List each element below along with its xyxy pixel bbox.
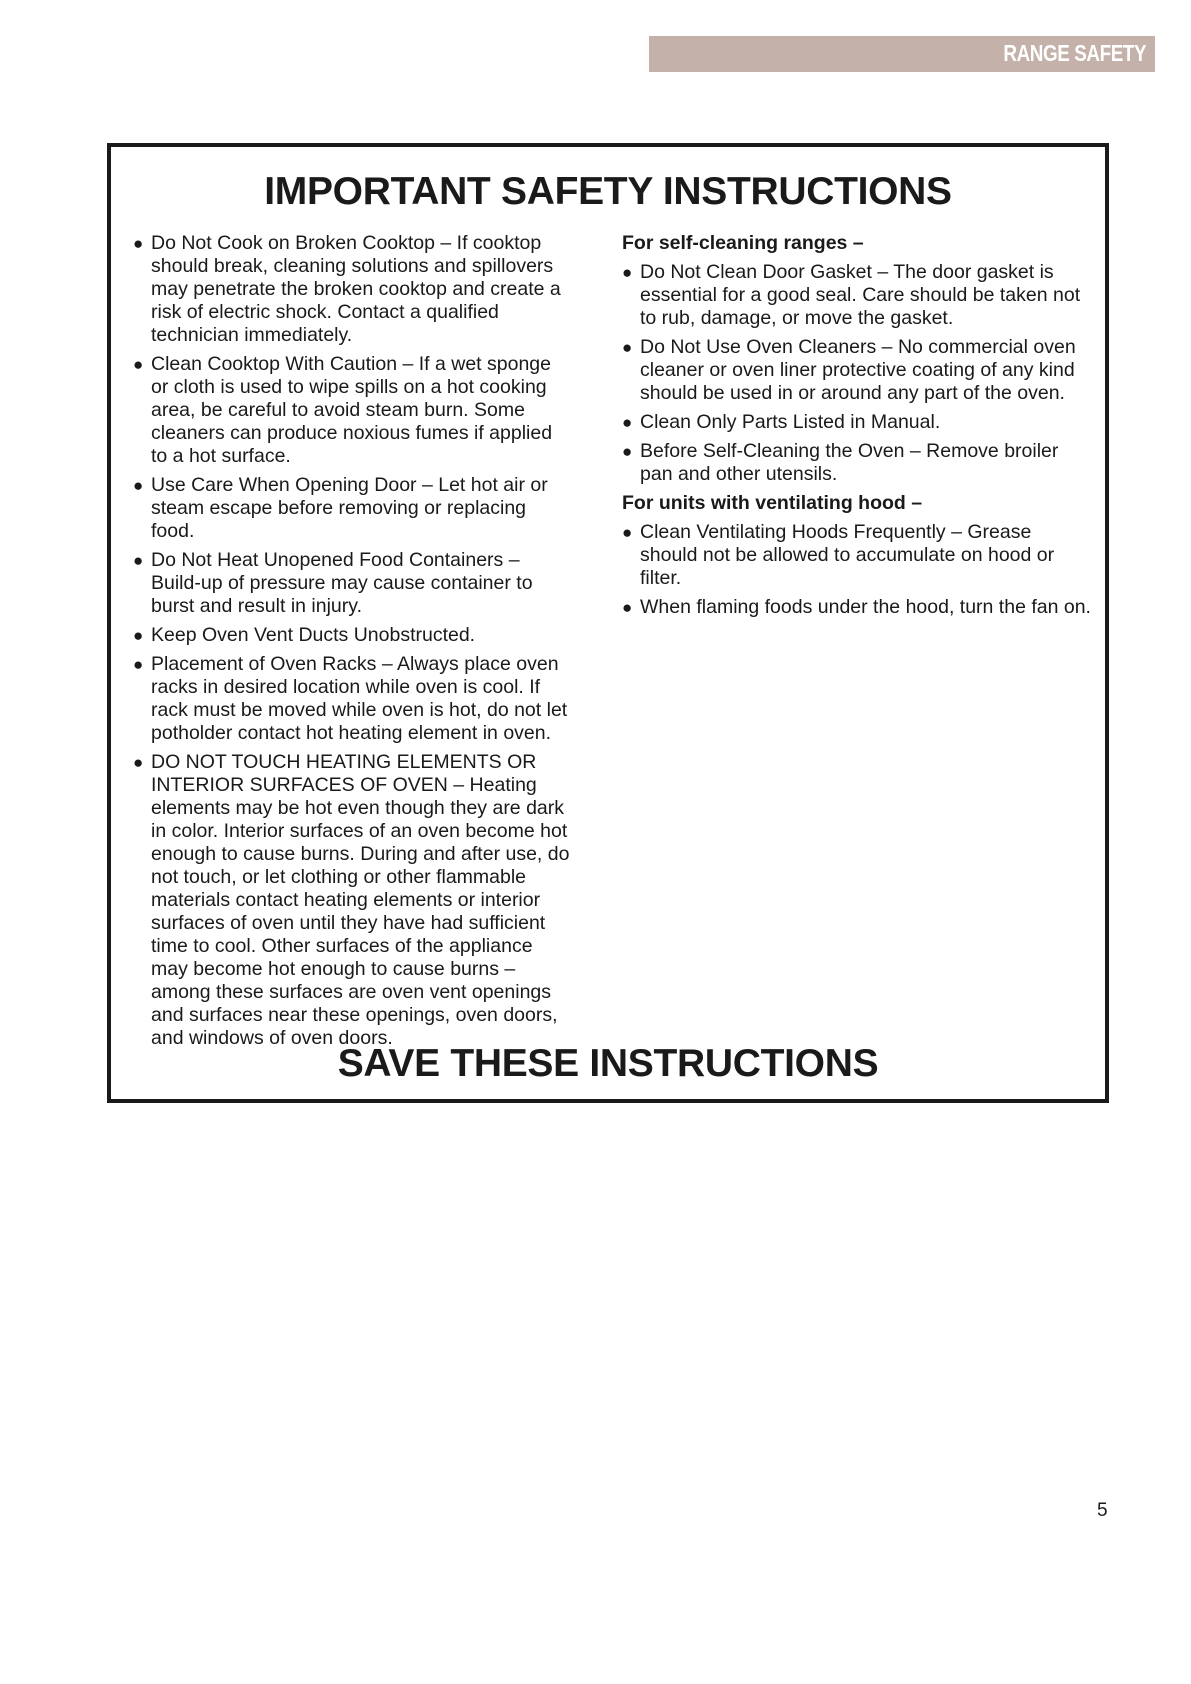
- page-title: IMPORTANT SAFETY INSTRUCTIONS: [264, 170, 952, 213]
- list-item: [133, 232, 573, 347]
- list-item-text: Do Not Use Oven Cleaners – No commercial oven cleaner or oven liner protective coating of any kind should be used in or around any part of the oven.: [640, 336, 1076, 404]
- list-item-text: Clean Only Parts Listed in Manual.: [640, 411, 941, 433]
- list-item: [133, 653, 573, 745]
- list-item: [622, 411, 1094, 434]
- list-item: [622, 261, 1094, 330]
- list-item: [622, 440, 1094, 486]
- bullet-icon: ●: [622, 338, 633, 357]
- bullet-icon: ●: [622, 598, 633, 617]
- list-item-text: Placement of Oven Racks – Always place oven racks in desired location while oven is cool. If rack must be moved while oven is hot, do not let potholder contact hot heating element in oven.: [151, 653, 568, 744]
- list-item: [133, 751, 573, 1050]
- bullet-icon: ●: [133, 551, 144, 570]
- list-item-text: Before Self-Cleaning the Oven – Remove broiler pan and other utensils.: [640, 440, 1059, 485]
- list-item: [133, 474, 573, 543]
- bullet-icon: ●: [622, 413, 633, 432]
- list-item: [133, 624, 573, 647]
- self-cleaning-heading: For self-cleaning ranges –: [622, 232, 864, 254]
- save-instructions-title: SAVE THESE INSTRUCTIONS: [337, 1042, 879, 1085]
- list-item: [622, 521, 1094, 590]
- bullet-icon: ●: [133, 476, 144, 495]
- list-item-text: Do Not Heat Unopened Food Containers – Build-up of pressure may cause container to burst and result in injury.: [151, 549, 533, 617]
- page-number: 5: [1097, 1500, 1108, 1521]
- list-item-text: DO NOT TOUCH HEATING ELEMENTS OR INTERIOR SURFACES OF OVEN – Heating elements may be hot even though they are dark in color. Interior surfaces of an oven become hot enough to cause burns. During and after use, do not touch, or let clothing or other flammable materials contact heating elements or interior surfaces of oven until they have had sufficient time to cool. Other surfaces of the appliance may become hot enough to cause burns – among these surfaces are oven vent openings and surfaces near these openings, oven doors, and windows of oven doors.: [151, 751, 570, 1049]
- bullet-icon: ●: [133, 234, 144, 253]
- list-item: [622, 596, 1094, 619]
- list-item-text: Do Not Cook on Broken Cooktop – If cooktop should break, cleaning solutions and spillovers may penetrate the broken cooktop and create a risk of electric shock. Contact a qualified technician immediately.: [151, 232, 561, 346]
- bullet-icon: ●: [622, 263, 633, 282]
- bullet-icon: ●: [133, 355, 144, 374]
- list-item: [133, 353, 573, 468]
- list-item-text: Do Not Clean Door Gasket – The door gasket is essential for a good seal. Care should be taken not to rub, damage, or move the gasket.: [640, 261, 1081, 329]
- list-item: [133, 549, 573, 618]
- ventilating-hood-heading: For units with ventilating hood –: [622, 492, 923, 514]
- safety-instructions-box: [107, 143, 1109, 1103]
- list-item-text: When flaming foods under the hood, turn the fan on.: [640, 596, 1091, 618]
- list-item-text: Clean Cooktop With Caution – If a wet sponge or cloth is used to wipe spills on a hot cooking area, be careful to avoid steam burn. Some cleaners can produce noxious fumes if applied to a hot surface.: [151, 353, 553, 467]
- section-label: RANGE SAFETY: [1003, 40, 1146, 66]
- bullet-icon: ●: [133, 753, 144, 772]
- section-header-band: [649, 36, 1155, 72]
- bullet-icon: ●: [622, 442, 633, 461]
- list-item: [622, 336, 1094, 405]
- list-item-text: Clean Ventilating Hoods Frequently – Grease should not be allowed to accumulate on hood or filter.: [640, 521, 1055, 589]
- bullet-icon: ●: [133, 626, 144, 645]
- right-column: [622, 232, 1094, 625]
- bullet-icon: ●: [133, 655, 144, 674]
- bullet-icon: ●: [622, 523, 633, 542]
- list-item-text: Use Care When Opening Door – Let hot air or steam escape before removing or replacing food.: [151, 474, 548, 542]
- list-item-text: Keep Oven Vent Ducts Unobstructed.: [151, 624, 476, 646]
- left-column: [133, 232, 573, 1056]
